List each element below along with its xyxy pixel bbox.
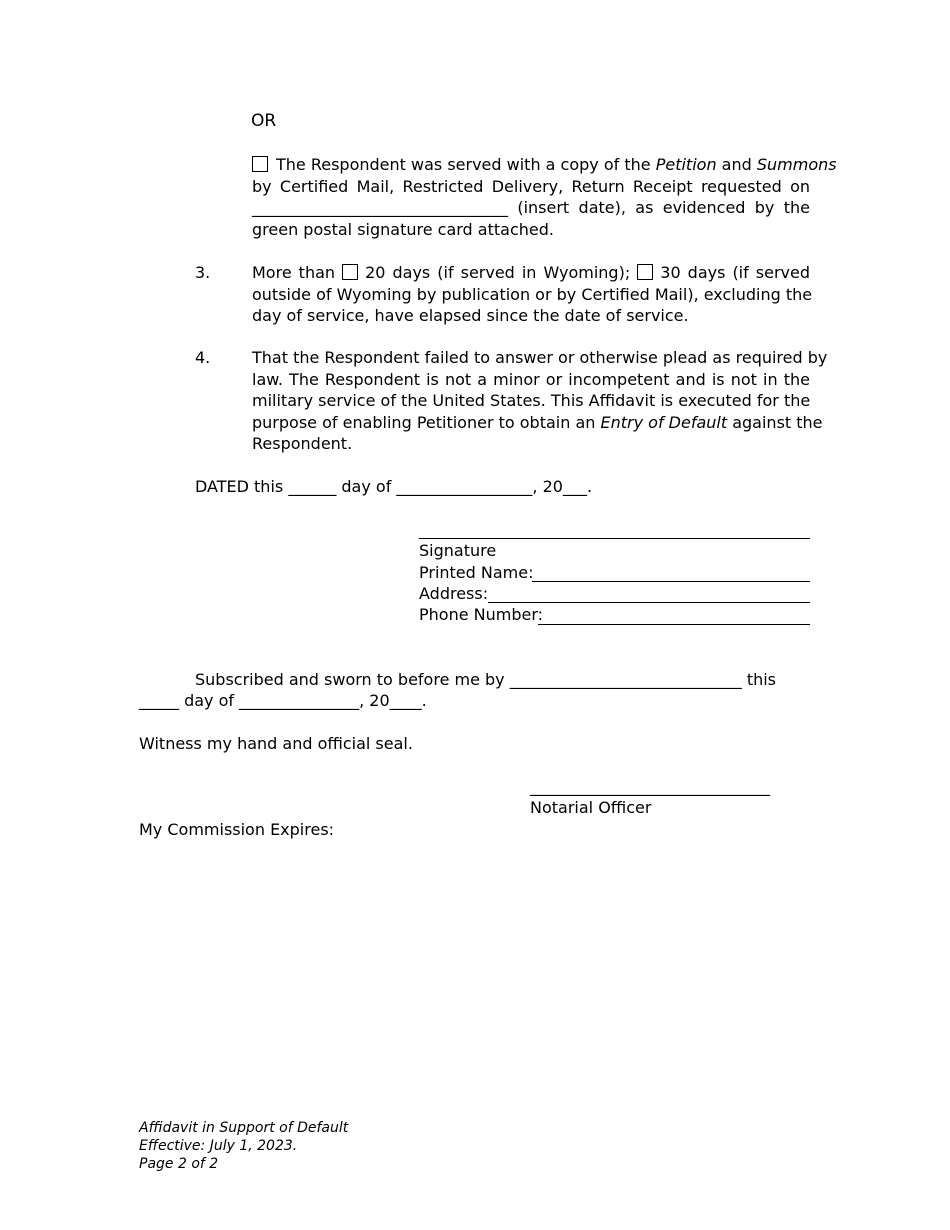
thirty-days-label: 30 days (if served — [660, 263, 811, 282]
item-4-line-1: That the Respondent failed to answer or otherwise plead as required by — [252, 348, 828, 367]
item-3-line-1 — [252, 262, 810, 284]
item-4-line-2: law. The Respondent is not a minor or incompetent and is not in the — [252, 369, 810, 389]
certified-mail-paragraph — [252, 154, 837, 240]
and-text: and — [721, 155, 752, 174]
petition-term: Petition — [655, 155, 717, 174]
certified-mail-checkbox[interactable] — [252, 156, 268, 172]
more-than-text: More than — [252, 263, 336, 282]
certified-mail-text: The Respondent was served with a copy of the — [276, 155, 651, 174]
item-4-line-4-post: against the — [732, 412, 823, 432]
twenty-days-checkbox[interactable] — [342, 264, 358, 280]
phone-row — [419, 604, 810, 625]
summons-term: Summons — [756, 155, 837, 174]
commission-expires-label: My Commission Expires: — [139, 820, 335, 839]
item-4-line-4-pre: purpose of enabling Petitioner to obtain an — [252, 412, 596, 432]
footer-form-title: Affidavit in Support of Default — [139, 1120, 349, 1136]
subscribed-line-2[interactable]: _____ day of _______________, 20____. — [139, 691, 427, 710]
certified-mail-line-2: by Certified Mail, Restricted Delivery, Return Receipt requested on — [252, 176, 810, 196]
page-footer — [139, 1119, 348, 1173]
phone-label: Phone Number: — [419, 605, 544, 624]
item-3-number: 3. — [195, 263, 211, 282]
item-4-paragraph — [252, 347, 828, 455]
entry-of-default-term: Entry of Default — [600, 412, 728, 432]
twenty-days-label: 20 days (if served in Wyoming); — [365, 263, 631, 282]
dated-line[interactable]: DATED this ______ day of _________________, 20___. — [195, 477, 593, 496]
item-3-line-3: day of service, have elapsed since the date of service. — [252, 306, 689, 325]
item-3-line-2: outside of Wyoming by publication or by Certified Mail), excluding the — [252, 284, 813, 304]
subscribed-line-1[interactable]: Subscribed and sworn to before me by _____________________________ this — [195, 670, 777, 689]
certified-mail-line-4: green postal signature card attached. — [252, 219, 554, 239]
item-4-line-5: Respondent. — [252, 434, 353, 453]
item-4-line-4 — [252, 412, 823, 434]
address-row — [419, 583, 810, 604]
printed-name-row — [419, 562, 810, 583]
footer-page-number: Page 2 of 2 — [139, 1156, 219, 1172]
insert-date-blank[interactable]: ________________________________ — [252, 198, 508, 217]
signature-rule[interactable] — [419, 538, 810, 539]
footer-effective-date: Effective: July 1, 2023. — [139, 1138, 298, 1154]
signature-label: Signature — [419, 541, 497, 560]
address-field[interactable] — [488, 602, 810, 603]
notary-signature-blank[interactable]: ______________________________ — [530, 777, 770, 796]
item-3-paragraph — [252, 262, 813, 327]
phone-field[interactable] — [538, 624, 810, 625]
insert-date-text: (insert date), as evidenced by the — [517, 198, 810, 217]
witness-statement: Witness my hand and official seal. — [139, 734, 413, 753]
printed-name-field[interactable] — [532, 581, 810, 582]
item-4-number: 4. — [195, 348, 211, 367]
printed-name-label: Printed Name: — [419, 563, 534, 582]
notarial-officer-label: Notarial Officer — [530, 798, 652, 817]
certified-mail-line-3 — [252, 197, 810, 219]
item-4-line-3: military service of the United States. This Affidavit is executed for the — [252, 391, 811, 410]
or-label: OR — [251, 111, 277, 131]
certified-mail-line-1 — [252, 154, 837, 176]
thirty-days-checkbox[interactable] — [637, 264, 653, 280]
address-label: Address: — [419, 584, 489, 603]
